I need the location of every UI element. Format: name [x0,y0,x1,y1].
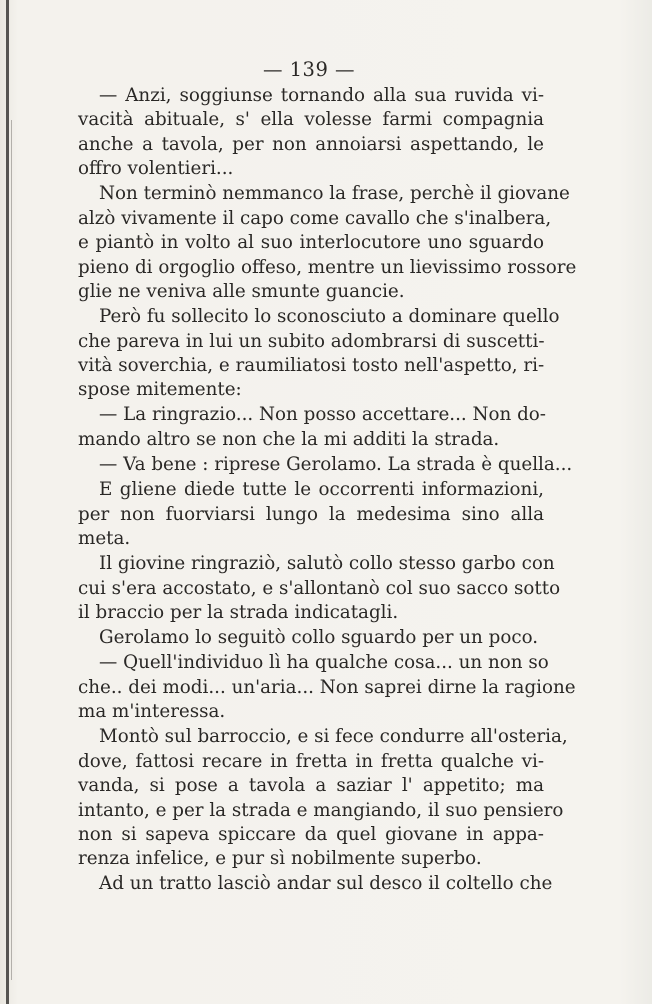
text-line: — Anzi, soggiunse tornando alla sua ruvida vi- [99,85,544,106]
paragraph [78,725,568,871]
text-line: ma m'interessa. [78,701,226,723]
paragraph [78,651,576,724]
text-line: glie ne veniva alle smunte guancie. [78,280,405,302]
text-line: non si sapeva spiccare da quel giovane in appa- [78,823,544,845]
text-line: — La ringrazio... Non posso accettare... Non do- [99,404,546,426]
text-line: vacità abituale, s' ella volesse farmi compagnia [78,109,544,131]
text-line: — Quell'individuo lì ha qualche cosa... un non so [99,652,549,674]
text-line: E gliene diede tutte le occorrenti informazioni, [99,479,544,501]
paragraph [78,626,544,650]
text-line: che.. dei modi... un'aria... Non saprei dirne la ragione [78,676,576,698]
paragraph [78,552,561,625]
text-line: Ad un tratto lasciò andar sul desco il coltello che [99,873,553,895]
text-line: mando altro se non che la mi additi la strada. [78,428,500,450]
text-line: Però fu sollecito lo sconosciuto a dominare quello [99,306,560,328]
text-line: che pareva in lui un subito adombrarsi di suscetti- [78,330,545,352]
paragraph [78,403,544,452]
page-binding-edge [6,0,9,1004]
text-line: vanda, si pose a tavola a saziar l' appetito; ma [78,775,544,797]
paragraph [78,305,560,403]
text-line: alzò vivamente il capo come cavallo che s'inalbera, [78,207,552,229]
text-line: per non fuorviarsi lungo la medesima sino alla [78,503,544,525]
text-line: vità soverchia, e raumiliatosi tosto nell'aspetto, ri- [78,354,545,376]
text-line: cui s'era accostato, e s'allontanò col suo sacco sotto [78,577,561,599]
paragraph [78,182,577,304]
body-text [78,84,577,897]
text-line: anche a tavola, per non annoiarsi aspettando, le [78,133,544,155]
paragraph [78,872,553,896]
text-line: offro volentieri... [78,158,234,180]
text-line: spose mitemente: [78,379,242,401]
text-line: Montò sul barroccio, e si fece condurre all'osteria, [99,726,568,748]
text-line: renza infelice, e pur sì nobilmente superbo. [78,848,482,870]
page-number: — 139 — [262,58,356,81]
text-line: meta. [78,528,131,550]
text-line: intanto, e per la strada e mangiando, il suo pensiero [78,799,564,821]
page-binding-shadow [11,120,12,980]
paragraph [78,478,544,551]
text-line: Il giovine ringraziò, salutò collo stesso garbo con [99,553,555,575]
paragraph [78,453,573,477]
text-line: Non terminò nemmanco la frase, perchè il giovane [99,183,570,205]
text-line: Gerolamo lo seguitò collo sguardo per un poco. [99,627,539,649]
text-line: — Va bene : riprese Gerolamo. La strada è quella... [99,454,573,476]
paragraph [78,84,544,182]
text-line: e piantò in volto al suo interlocutore uno sguardo [78,232,544,254]
text-line: pieno di orgoglio offeso, mentre un lievissimo rossore [78,256,577,278]
text-line: dove, fattosi recare in fretta in fretta qualche vi- [78,750,544,772]
text-line: il braccio per la strada indicatagli. [78,601,399,623]
